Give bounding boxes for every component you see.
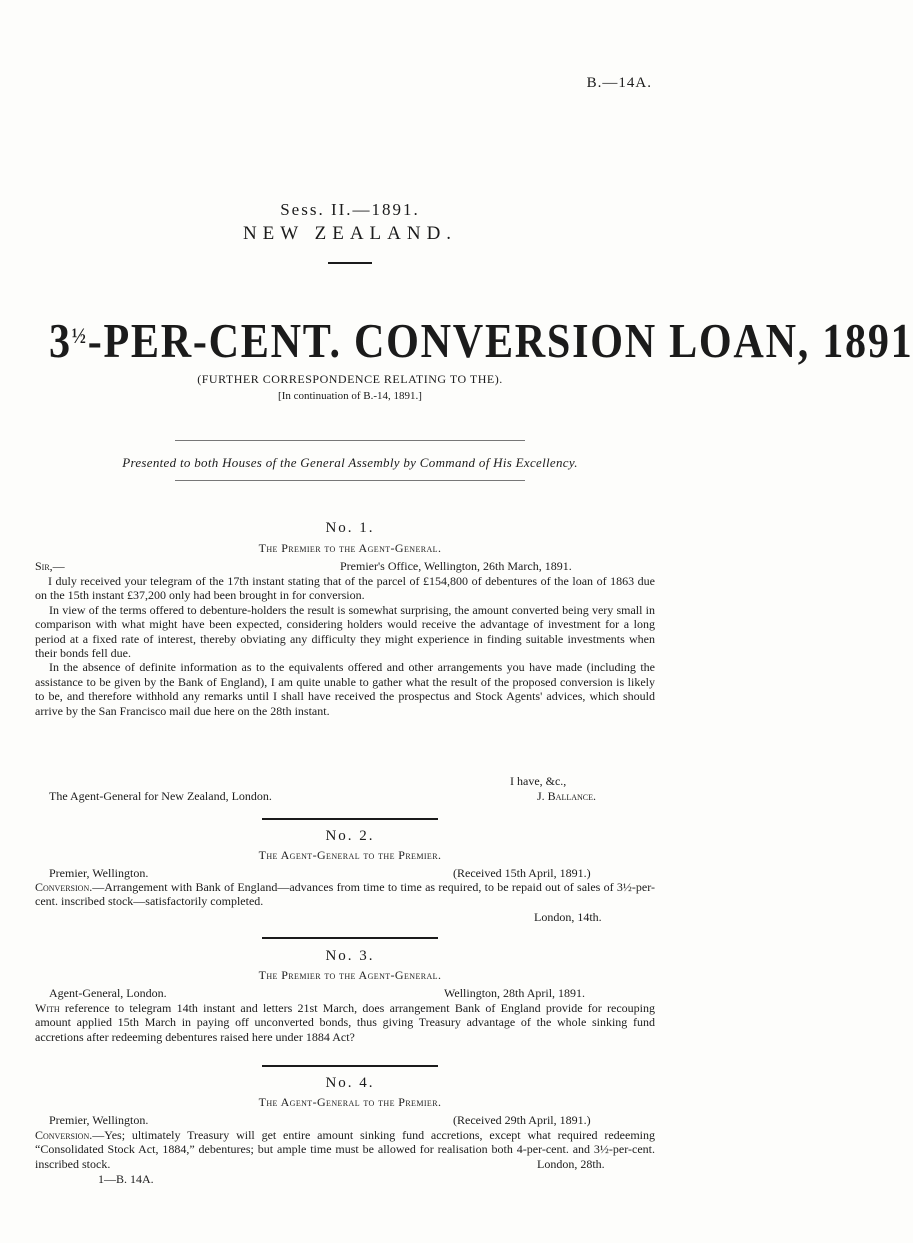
- letter-2-place-date: London, 14th.: [534, 910, 602, 924]
- letter-2-heading: The Agent-General to the Premier.: [258, 848, 442, 862]
- letter-3-place-date: Wellington, 28th April, 1891.: [444, 986, 586, 1000]
- letter-4-addressee: Premier, Wellington.: [49, 1113, 149, 1127]
- session-line: Sess. II.—1891.: [280, 200, 420, 219]
- letter-2-addressee: Premier, Wellington.: [49, 866, 149, 880]
- divider: [262, 1065, 438, 1067]
- letter-4-heading: The Agent-General to the Premier.: [258, 1095, 442, 1109]
- continuation-note: [In continuation of B.-14, 1891.]: [278, 390, 422, 402]
- divider: [175, 440, 525, 441]
- letter-1-paragraph: I duly received your telegram of the 17th instant stating that of the parcel of £154,800 of debentures of the loan of 1863 due on the 15th instant £37,200 only had been brought in for conversion.: [35, 574, 655, 603]
- letter-1-number: No. 1.: [325, 520, 375, 536]
- letter-1-paragraph: In view of the terms offered to debenture-holders the result is somewhat surprising, the amount converted being very small in comparison with what might have been expected, considering holders would receive the advantage of investment for a long period at a fixed rate of interest, thereby obviating any difficulty they might experience in finding suitable investments when their bonds fell due.: [35, 602, 655, 661]
- letter-1-salutation: Sir,—: [35, 559, 65, 573]
- letter-2-text: —Arrangement with Bank of England—advances from time to time as required, to be repaid out of sales of 3½-per-cent. inscribed stock—satisfactorily completed.: [35, 880, 655, 909]
- letter-1-signature: J. Ballance.: [537, 789, 597, 803]
- letter-1-body: [35, 574, 655, 718]
- letter-4-place-date: London, 28th.: [537, 1157, 605, 1171]
- letter-4-number: No. 4.: [325, 1075, 375, 1091]
- letter-4-lead: Conversion.: [35, 1128, 93, 1142]
- letter-1-heading: The Premier to the Agent-General.: [258, 541, 442, 555]
- page-title: [49, 312, 913, 369]
- letter-3-body: [35, 1001, 655, 1044]
- letter-1-paragraph: In the absence of definite information as to the equivalents offered and other arrangements you have made (including the assistance to be given by the Bank of England), I am quite unable to gather what the result of the proposed conversion is likely to be, and therefore withhold any remarks until I shall have received the prospectus and Stock Agents' advices, which should arrive by the San Francisco mail due here on the 28th instant.: [35, 660, 655, 718]
- subtitle: (FURTHER CORRESPONDENCE RELATING TO THE).: [197, 372, 503, 386]
- divider: [262, 937, 438, 939]
- title-prefix: 3: [49, 313, 72, 368]
- country-line: NEW ZEALAND.: [242, 223, 458, 244]
- letter-2-lead: Conversion.: [35, 880, 93, 894]
- title-main: -PER-CENT. CONVERSION LOAN, 1891: [87, 313, 913, 368]
- letter-4-received: (Received 29th April, 1891.): [453, 1113, 591, 1127]
- letter-3-number: No. 3.: [325, 948, 375, 964]
- document-reference: B.—14A.: [586, 75, 652, 91]
- letter-2-body: [35, 880, 655, 909]
- letter-3-heading: The Premier to the Agent-General.: [258, 968, 442, 982]
- divider: [175, 480, 525, 481]
- title-fraction: ½: [71, 323, 88, 348]
- letter-3-text: reference to telegram 14th instant and letters 21st March, does arrangement Bank of England provide for recouping amount applied 15th March in paying off unconverted bonds, thus giving Treasury advantage of the whole sinking fund accretions after redeeming debentures raised here under 1884 Act?: [35, 1001, 655, 1044]
- presented-line: Presented to both Houses of the General Assembly by Command of His Excellency.: [122, 455, 578, 470]
- letter-1-closing: I have, &c.,: [510, 774, 567, 788]
- letter-3-lead: With: [35, 1001, 60, 1015]
- letter-3-addressee: Agent-General, London.: [49, 986, 167, 1000]
- letter-2-received: (Received 15th April, 1891.): [453, 866, 591, 880]
- letter-1-place-date: Premier's Office, Wellington, 26th March, 1891.: [340, 559, 572, 573]
- letter-2-number: No. 2.: [325, 828, 375, 844]
- letter-1-addressee: The Agent-General for New Zealand, London.: [49, 789, 272, 803]
- page-footer-reference: 1—B. 14A.: [98, 1172, 154, 1186]
- letter-4-text: —Yes; ultimately Treasury will get entire amount sinking fund accretions, except what required redeeming “Consolidated Stock Act, 1884,” debentures; but ample time must be allowed for realisation both 4-per-cent. and 3½-per-cent. inscribed stock.: [35, 1128, 655, 1171]
- divider: [262, 818, 438, 820]
- divider: [328, 262, 372, 264]
